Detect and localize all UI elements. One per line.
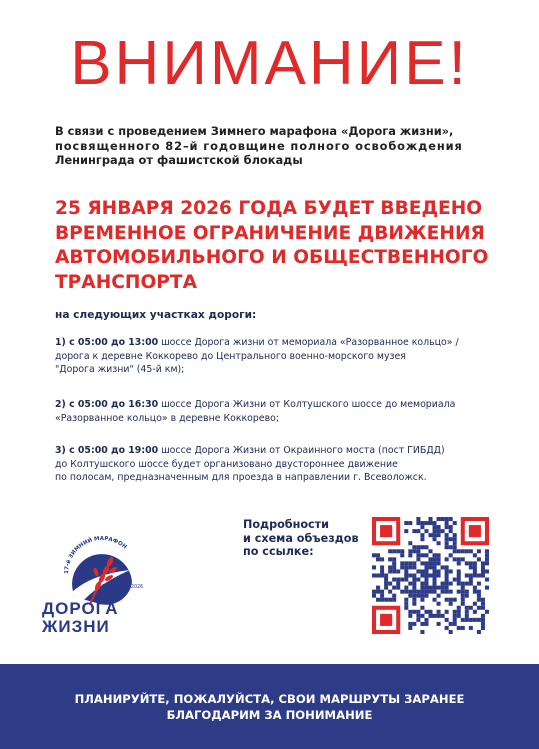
details-line: Подробности xyxy=(243,518,329,531)
logo-name-line: ЖИЗНИ xyxy=(42,617,110,636)
footer-line: БЛАГОДАРИМ ЗА ПОНИМАНИЕ xyxy=(166,707,373,722)
time-range: 3) с 05:00 до 19:00 xyxy=(55,445,159,456)
time-range: 2) с 05:00 до 16:30 xyxy=(55,399,159,410)
headline-line: ВРЕМЕННОЕ ОГРАНИЧЕНИЕ ДВИЖЕНИЯ xyxy=(55,222,485,244)
details-line: по ссылке: xyxy=(243,545,314,558)
item-text: шоссе Дорога жизни от мемориала «Разорванное кольцо» / xyxy=(158,337,459,348)
intro-line: посвященного 82–й годовщине полного освобождения xyxy=(55,138,463,153)
footer-line: ПЛАНИРУЙТЕ, ПОЖАЛУЙСТА, СВОИ МАРШРУТЫ ЗАРАНЕЕ xyxy=(74,691,465,706)
headline-line: АВТОМОБИЛЬНОГО И ОБЩЕСТВЕННОГО xyxy=(55,247,489,268)
restriction-headline xyxy=(55,197,505,295)
sections-intro: на следующих участках дороги: xyxy=(55,309,257,321)
page-title: ВНИМАНИЕ! xyxy=(70,29,469,98)
item-text: шоссе Дорога Жизни от Колтушского шоссе до мемориала xyxy=(158,399,456,410)
qr-code-icon[interactable] xyxy=(372,517,489,634)
intro-text xyxy=(55,124,495,168)
headline-line: 25 ЯНВАРЯ 2026 ГОДА БУДЕТ ВВЕДЕНО xyxy=(55,198,483,219)
item-text: дорога к деревне Коккорево до Центрального военно-морского музея xyxy=(55,350,406,362)
footer-banner xyxy=(0,664,539,749)
intro-line: Ленинграда от фашистской блокады xyxy=(55,153,303,167)
logo-date-text: 25 ЯНВАРЯ 2026 xyxy=(102,585,144,590)
details-text xyxy=(243,518,359,559)
item-text: по полосам, предназначенным для проезда в направлении г. Всеволожск. xyxy=(55,472,427,483)
road-section-item xyxy=(55,444,505,485)
logo-name-line: ДОРОГА xyxy=(42,599,119,618)
road-section-item xyxy=(55,398,505,425)
item-text: "Дорога жизни" (45-й км); xyxy=(55,364,185,375)
intro-line: В связи с проведением Зимнего марафона «Дорога жизни», xyxy=(55,124,454,138)
item-text: шоссе Дорога Жизни от Окраинного моста (пост ГИБДД) xyxy=(158,445,445,456)
time-range: 1) с 05:00 до 13:00 xyxy=(55,337,159,348)
details-line: и схема объездов xyxy=(243,531,359,545)
headline-line: ТРАНСПОРТА xyxy=(55,271,197,293)
item-text: до Колтушского шоссе будет организовано двустороннее движение xyxy=(55,458,398,470)
item-text: «Разорванное кольцо» в деревне Коккорево; xyxy=(55,412,280,424)
road-section-item xyxy=(55,336,505,377)
logo-arc-text: 17-й ЗИМНИЙ МАРАФОН xyxy=(63,535,128,575)
logo-name xyxy=(42,600,162,636)
